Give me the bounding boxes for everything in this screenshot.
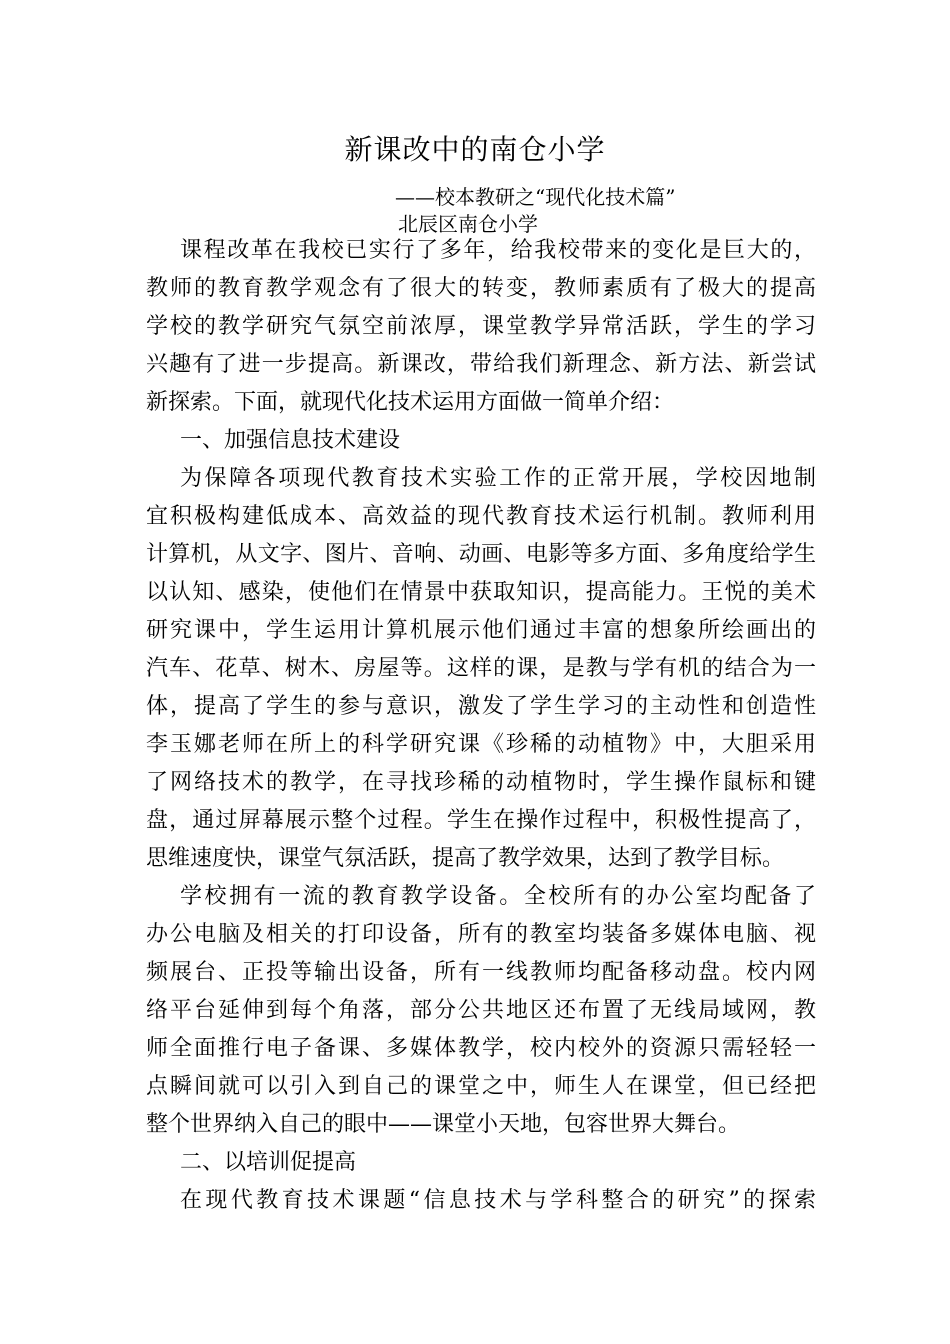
paragraph-line: 李玉娜老师在所上的科学研究课《珍稀的动植物》中，大胆采用 <box>146 732 816 757</box>
paragraph-line: 学校拥有一流的教育教学设备。全校所有的办公室均配备了 <box>180 884 816 909</box>
paragraph-line: 在现代教育技术课题“信息技术与学科整合的研究”的探索 <box>180 1188 816 1213</box>
paragraph-line: 计算机，从文字、图片、音响、动画、电影等多方面、多角度给学生 <box>146 542 816 567</box>
document-author: 北辰区南仓小学 <box>398 212 538 236</box>
paragraph-line: 频展台、正投等输出设备，所有一线教师均配备移动盘。校内网 <box>146 960 816 985</box>
paragraph-line: 兴趣有了进一步提高。新课改，带给我们新理念、新方法、新尝试 <box>146 352 816 377</box>
paragraph-line: 学校的教学研究气氛空前浓厚，课堂教学异常活跃，学生的学习 <box>146 314 816 339</box>
paragraph-line: 课程改革在我校已实行了多年，给我校带来的变化是巨大的， <box>180 238 816 263</box>
paragraph-line: 以认知、感染，使他们在情景中获取知识，提高能力。王悦的美术 <box>146 580 816 605</box>
paragraph-line: 教师的教育教学观念有了很大的转变，教师素质有了极大的提高 <box>146 276 816 301</box>
document-subtitle: ——校本教研之“现代化技术篇” <box>395 185 676 209</box>
document-title: 新课改中的南仓小学 <box>344 133 606 166</box>
paragraph-line: 盘，通过屏幕展示整个过程。学生在操作过程中，积极性提高了， <box>146 808 816 833</box>
paragraph-line: 研究课中，学生运用计算机展示他们通过丰富的想象所绘画出的 <box>146 618 816 643</box>
paragraph-line: 整个世界纳入自己的眼中——课堂小天地，包容世界大舞台。 <box>146 1112 741 1137</box>
paragraph-line: 新探索。下面，就现代化技术运用方面做一简单介绍： <box>146 390 675 415</box>
document-body <box>146 232 816 1220</box>
paragraph-line: 为保障各项现代教育技术实验工作的正常开展，学校因地制 <box>180 466 816 491</box>
section-heading: 一、加强信息技术建设 <box>180 428 401 453</box>
paragraph-line: 思维速度快，课堂气氛活跃，提高了教学效果，达到了教学目标。 <box>146 846 785 871</box>
paragraph-line: 师全面推行电子备课、多媒体教学，校内校外的资源只需轻轻一 <box>146 1036 816 1061</box>
paragraph-line: 宜积极构建低成本、高效益的现代教育技术运行机制。教师利用 <box>146 504 816 529</box>
paragraph-line: 点瞬间就可以引入到自己的课堂之中，师生人在课堂，但已经把 <box>146 1074 816 1099</box>
paragraph-line: 络平台延伸到每个角落，部分公共地区还布置了无线局域网，教 <box>146 998 816 1023</box>
paragraph-line: 体，提高了学生的参与意识，激发了学生学习的主动性和创造性 <box>146 694 816 719</box>
paragraph-line: 办公电脑及相关的打印设备，所有的教室均装备多媒体电脑、视 <box>146 922 816 947</box>
paragraph-line: 汽车、花草、树木、房屋等。这样的课，是教与学有机的结合为一 <box>146 656 816 681</box>
section-heading: 二、以培训促提高 <box>180 1150 357 1175</box>
paragraph-line: 了网络技术的教学，在寻找珍稀的动植物时，学生操作鼠标和键 <box>146 770 816 795</box>
